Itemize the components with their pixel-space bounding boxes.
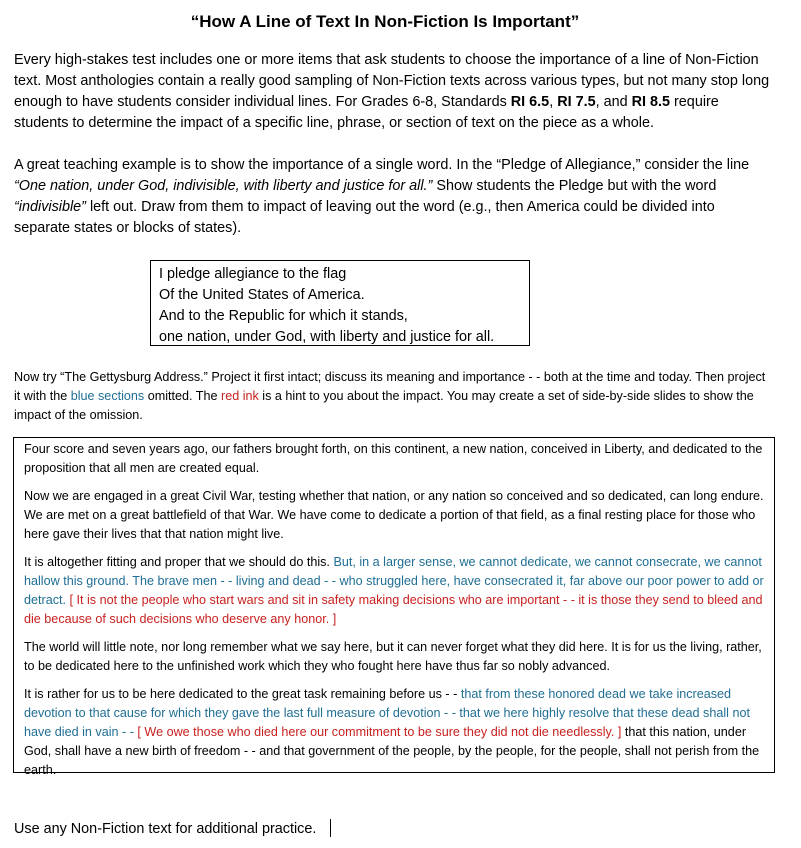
- pledge-box: [150, 260, 530, 346]
- address-paragraph: Now we are engaged in a great Civil War, testing whether that nation, or any nation so conceived and so dedicated, can long endure. We are met on a great battlefield of that War. We have come to dedicate a portion of that field, as a final resting place for those who here gave their lives that that nation might live.: [24, 489, 764, 541]
- blue-section: But, in a larger sense, we cannot dedicate, we cannot consecrate, we cannot hallow this ground. The brave men - - living and dead - - who struggled here, have consecrated it, far above our poor power to add or detract.: [24, 555, 764, 607]
- instructions-paragraph: Now try “The Gettysburg Address.” Project it first intact; discuss its meaning and importance - - both at the time and today. Then project it with the blue sections omitted. The red ink is a hint to you about the impact. You may create a set of side-by-side slides to show the impact of the omission.: [14, 370, 766, 422]
- standard-ri-7-5: RI 7.5: [557, 94, 596, 110]
- blue-section: that from these honored dead we take increased devotion to that cause for which they gave the last full measure of devotion - - that we here highly resolve that these dead shall not have died in vain - -: [24, 687, 750, 739]
- example-paragraph: A great teaching example is to show the importance of a single word. In the “Pledge of Allegiance,” consider the line “One nation, under God, indivisible, with liberty and justice for all.” Show students the Pledge but with the word “indivisible” left out. Draw from them to impact of leaving out the word (e.g., then America could be divided into separate states or blocks of states).: [14, 157, 750, 236]
- pledge-line: And to the Republic for which it stands,: [159, 308, 408, 324]
- pledge-line: one nation, under God, with liberty and justice for all.: [159, 329, 495, 345]
- page-title: “How A Line of Text In Non-Fiction Is Important”: [190, 12, 580, 31]
- address-paragraph: It is altogether fitting and proper that we should do this. But, in a larger sense, we cannot dedicate, we cannot consecrate, we cannot hallow this ground. The brave men - - living and dead - - who struggled here, have consecrated it, far above our poor power to add or detract. [ It is not the people who start wars and sit in safety making decisions who are important - - it is those they send to bleed and die because of such decisions who deserve any honor. ]: [24, 555, 764, 626]
- pledge-line: Of the United States of America.: [159, 287, 365, 303]
- pledge-quote: “One nation, under God, indivisible, with liberty and justice for all.”: [14, 178, 433, 194]
- address-paragraph: It is rather for us to be here dedicated to the great task remaining before us - - that from these honored dead we take increased devotion to that cause for which they gave the last full measure of devotion - - that we here highly resolve that these dead shall not have died in vain - - [ We owe those who died here our commitment to be sure they did not die needlessly. ] that this nation, under God, shall have a new birth of freedom - - and that government of the people, by the people, for the people, shall not perish from the earth.: [24, 687, 760, 777]
- footer-text[interactable]: Use any Non-Fiction text for additional practice.: [14, 819, 331, 837]
- indivisible-word: “indivisible”: [14, 199, 86, 215]
- gettysburg-address-box: [13, 437, 775, 777]
- red-ink-label: red ink: [221, 389, 259, 403]
- text-cursor: [330, 819, 331, 837]
- red-hint: [ We owe those who died here our commitment to be sure they did not die needlessly. ]: [133, 725, 622, 739]
- red-hint: [ It is not the people who start wars and sit in safety making decisions who are important - - it is those they send to bleed and die because of such decisions who deserve any honor. ]: [24, 593, 763, 626]
- address-paragraph: Four score and seven years ago, our fathers brought forth, on this continent, a new nation, conceived in Liberty, and dedicated to the proposition that all men are created equal.: [24, 442, 763, 475]
- blue-sections-label: blue sections: [70, 389, 145, 403]
- standard-ri-8-5: RI 8.5: [631, 94, 671, 110]
- standard-ri-6-5: RI 6.5: [510, 94, 550, 110]
- intro-paragraph: Every high-stakes test includes one or more items that ask students to choose the importance of a line of Non-Fiction text. Most anthologies contain a really good sampling of Non-Fiction texts across various types, but not many stop long enough to have students consider individual lines. For Grades 6-8, Standards RI 6.5, RI 7.5, and RI 8.5 require students to determine the impact of a specific line, phrase, or section of text on the piece as a whole.: [14, 52, 770, 131]
- pledge-line: I pledge allegiance to the flag: [159, 266, 347, 282]
- address-paragraph: The world will little note, nor long remember what we say here, but it can never forget what they did here. It is for us the living, rather, to be dedicated here to the unfinished work which they who fought here have thus far so nobly advanced.: [24, 640, 762, 673]
